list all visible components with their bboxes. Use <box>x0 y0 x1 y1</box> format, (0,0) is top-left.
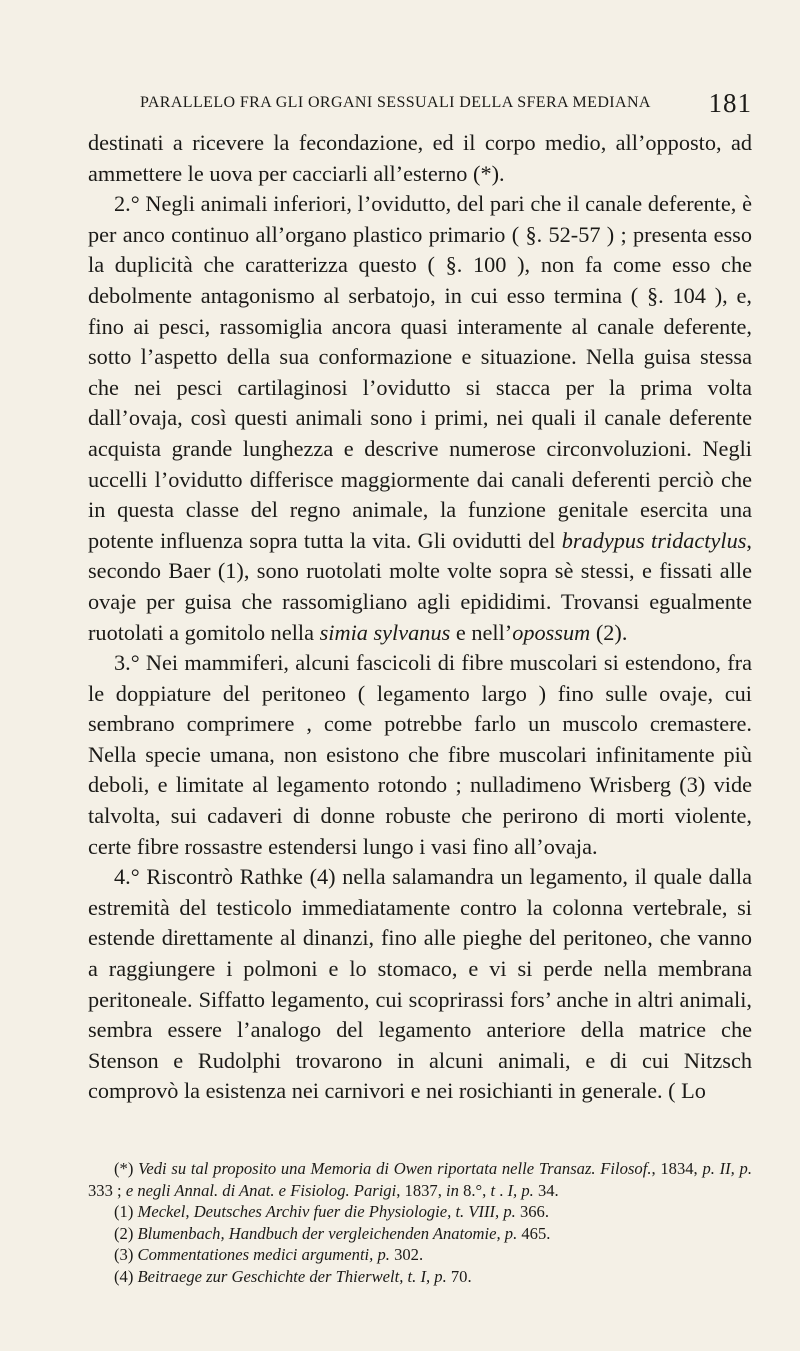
footnote-mark: (*) <box>114 1159 139 1178</box>
footnote-2-page: 465. <box>517 1223 551 1243</box>
footnote-star-text-a: Vedi su tal proposito una Memoria di Owen riportata nelle Transaz. Filosof. <box>138 1159 652 1178</box>
paragraph-4: 4.° Riscontrò Rathke (4) nella salamandra un legamento, il quale dalla estremità del testicolo immediatamente contro la colonna vertebrale, si estende direttamente al dinanzi, fino alle pieghe del peritoneo, che vanno a raggiungere i polmoni e lo stomaco, e vi si perde nella membrana peritoneale. Siffatto legamento, cui scoprirassi fors’ anche in altri animali, sembra essere l’analogo del legamento anteriore della matrice che Stenson e Rudolphi trovarono in alcuni animali, e di cui Nitzsch comprovò la esistenza nei carnivori e nei rosichianti in generale. ( Lo <box>88 864 752 1104</box>
footnote-star-text-j: . <box>495 1180 508 1200</box>
footnote-mark: (3) <box>114 1245 138 1265</box>
body-text <box>88 128 752 1107</box>
footnote-2 <box>88 1223 752 1245</box>
footnote-star <box>88 1158 752 1201</box>
footnote-1 <box>88 1201 752 1223</box>
footnote-star-text-i: t <box>490 1180 496 1200</box>
species-bradypus: bradypus tridactylus <box>561 527 747 553</box>
footnote-star-text-f: , 1837, <box>396 1180 446 1200</box>
footnote-star-text-h: 8.°, <box>458 1180 491 1200</box>
footnote-star-text-k: I, p. <box>507 1180 534 1200</box>
footnote-1-citation: Meckel, Deutsches Archiv fuer die Physiologie, t. VIII, p. <box>137 1202 516 1222</box>
running-head: PARALLELO FRA GLI ORGANI SESSUALI DELLA SFERA MEDIANA <box>140 94 651 111</box>
page-number: 181 <box>708 88 752 118</box>
footnote-star-text-d: 333 ; <box>88 1180 126 1200</box>
footnote-4 <box>88 1266 752 1288</box>
footnote-mark: (1) <box>114 1202 138 1222</box>
page-header <box>140 88 752 118</box>
footnote-star-text-g: in <box>446 1180 459 1200</box>
paragraph-3: 3.° Nei mammiferi, alcuni fascicoli di fibre muscolari si estendono, fra le doppiature del peritoneo ( legamento largo ) fino sulle ovaje, cui sembrano comprimere , come potrebbe farlo un muscolo cremastere. Nella specie umana, non esistono che fibre muscolari infinitamente più deboli, e limitate al legamento rotondo ; nulladimeno Wrisberg (3) vide talvolta, sui cadaveri di donne robuste che perirono di morti violente, certe fibre rossastre estendersi lungo i vasi fino all’ovaja. <box>88 650 752 859</box>
footnote-4-page: 70. <box>446 1266 472 1286</box>
footnote-3-citation: Commentationes medici argumenti, p. <box>137 1245 390 1265</box>
paragraph-2-text-c: e nell’ <box>450 619 513 645</box>
species-opossum: opossum <box>512 619 591 645</box>
paragraph-2-text-b: , secondo Baer (1), sono ruotolati molte volte sopra sè stessi, e fissati alle ovaje per guisa che rassomigliano agli epididimi. Trovansi egualmente ruotolati a gomitolo nella <box>88 527 752 645</box>
footnote-star-text-l: 34. <box>533 1180 559 1200</box>
footnote-mark: (2) <box>114 1223 138 1243</box>
footnote-4-citation: Beitraege zur Geschichte der Thierwelt, t. I, p. <box>137 1266 447 1286</box>
paragraph-2 <box>88 189 752 648</box>
footnote-star-text-e: e negli Annal. di Anat. e Fisiolog. Parigi <box>125 1180 397 1200</box>
paragraph-continuation: destinati a ricevere la fecondazione, ed il corpo medio, all’opposto, ad ammettere le uova per cacciarli all’esterno (*). <box>88 130 752 186</box>
species-simia: simia sylvanus <box>319 619 451 645</box>
footnote-star-text-b: , 1834, <box>651 1159 703 1178</box>
footnote-star-text-c: p. II, p. <box>702 1159 753 1178</box>
footnote-3-page: 302. <box>389 1245 424 1265</box>
footnote-1-page: 366. <box>515 1202 549 1222</box>
paragraph-2-text-d: (2). <box>590 619 628 645</box>
footnote-3 <box>88 1244 752 1266</box>
paragraph-2-text-a: 2.° Negli animali inferiori, l’ovidutto, del pari che il canale deferente, è per anco continuo all’organo plastico primario ( §. 52-57 ) ; presenta esso la duplicità che caratterizza questo ( §. 100 ), non fa come esso che debolmente antagonismo al serbatojo, in cui esso termina ( §. 104 ), e, fino ai pesci, rassomiglia ancora quasi interamente al canale deferente, sotto l’aspetto della sua conformazione e situazione. Nella guisa stessa che nei pesci cartilaginosi l’ovidutto si stacca per la prima volta dall’ovaja, così questi animali sono i primi, nei quali il canale deferente acquista grande lunghezza e descrive numerose circonvoluzioni. Negli uccelli l’ovidutto differisce maggiormente dai canali deferenti perciò che in questa classe del regno animale, la funzione genitale esercita una potente influenza sopra tutta la vita. Gli ovidutti del <box>88 191 752 553</box>
footnote-2-citation: Blumenbach, Handbuch der vergleichenden Anatomie, p. <box>137 1223 518 1243</box>
footnote-mark: (4) <box>114 1266 138 1286</box>
footnotes <box>88 1158 752 1288</box>
